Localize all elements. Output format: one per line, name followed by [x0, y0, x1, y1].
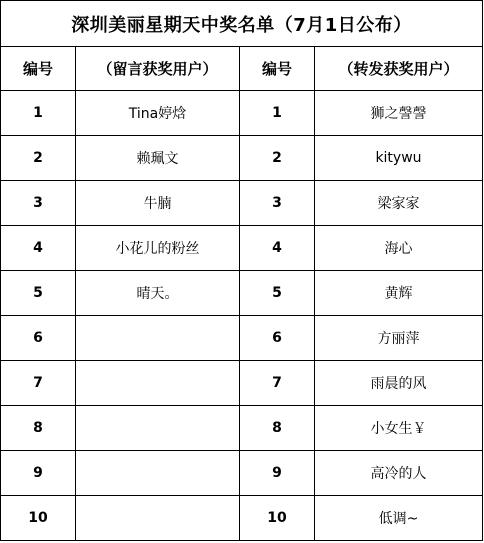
comment-user-cell — [76, 406, 240, 451]
header-share-winners: （转发获奖用户） — [315, 47, 483, 91]
left-number-cell: 3 — [1, 181, 76, 226]
table-title: 深圳美丽星期天中奖名单（7月1日公布） — [1, 1, 483, 47]
table-row — [1, 406, 483, 451]
winners-table-body — [1, 1, 483, 541]
header-num-left: 编号 — [1, 47, 76, 91]
table-row — [1, 181, 483, 226]
share-user-cell: 小女生￥ — [315, 406, 483, 451]
share-user-cell: 狮之謦謦 — [315, 91, 483, 136]
comment-user-cell — [76, 451, 240, 496]
comment-user-cell — [76, 496, 240, 541]
left-number-cell: 1 — [1, 91, 76, 136]
right-number-cell: 9 — [240, 451, 315, 496]
left-number-cell: 9 — [1, 451, 76, 496]
title-row — [1, 1, 483, 47]
comment-user-cell — [76, 361, 240, 406]
left-number-cell: 8 — [1, 406, 76, 451]
right-number-cell: 3 — [240, 181, 315, 226]
table-row — [1, 316, 483, 361]
header-comment-winners: （留言获奖用户） — [76, 47, 240, 91]
right-number-cell: 7 — [240, 361, 315, 406]
comment-user-cell: 小花儿的粉丝 — [76, 226, 240, 271]
left-number-cell: 10 — [1, 496, 76, 541]
comment-user-cell: 牛腩 — [76, 181, 240, 226]
share-user-cell: 海心 — [315, 226, 483, 271]
comment-user-cell: Tina婷焓 — [76, 91, 240, 136]
left-number-cell: 4 — [1, 226, 76, 271]
share-user-cell: 高冷的人 — [315, 451, 483, 496]
right-number-cell: 6 — [240, 316, 315, 361]
header-num-right: 编号 — [240, 47, 315, 91]
share-user-cell: 雨晨的风 — [315, 361, 483, 406]
table-row — [1, 136, 483, 181]
left-number-cell: 2 — [1, 136, 76, 181]
right-number-cell: 4 — [240, 226, 315, 271]
share-user-cell: 梁家家 — [315, 181, 483, 226]
right-number-cell: 1 — [240, 91, 315, 136]
share-user-cell: 方丽萍 — [315, 316, 483, 361]
comment-user-cell: 晴天。 — [76, 271, 240, 316]
left-number-cell: 5 — [1, 271, 76, 316]
right-number-cell: 5 — [240, 271, 315, 316]
table-row — [1, 451, 483, 496]
comment-user-cell: 赖珮文 — [76, 136, 240, 181]
right-number-cell: 8 — [240, 406, 315, 451]
comment-user-cell — [76, 316, 240, 361]
share-user-cell: 黄辉 — [315, 271, 483, 316]
right-number-cell: 10 — [240, 496, 315, 541]
table-row — [1, 496, 483, 541]
left-number-cell: 6 — [1, 316, 76, 361]
table-row — [1, 91, 483, 136]
share-user-cell: 低调~ — [315, 496, 483, 541]
share-user-cell: kitywu — [315, 136, 483, 181]
left-number-cell: 7 — [1, 361, 76, 406]
table-row — [1, 226, 483, 271]
table-row — [1, 361, 483, 406]
header-row — [1, 47, 483, 91]
table-row — [1, 271, 483, 316]
right-number-cell: 2 — [240, 136, 315, 181]
